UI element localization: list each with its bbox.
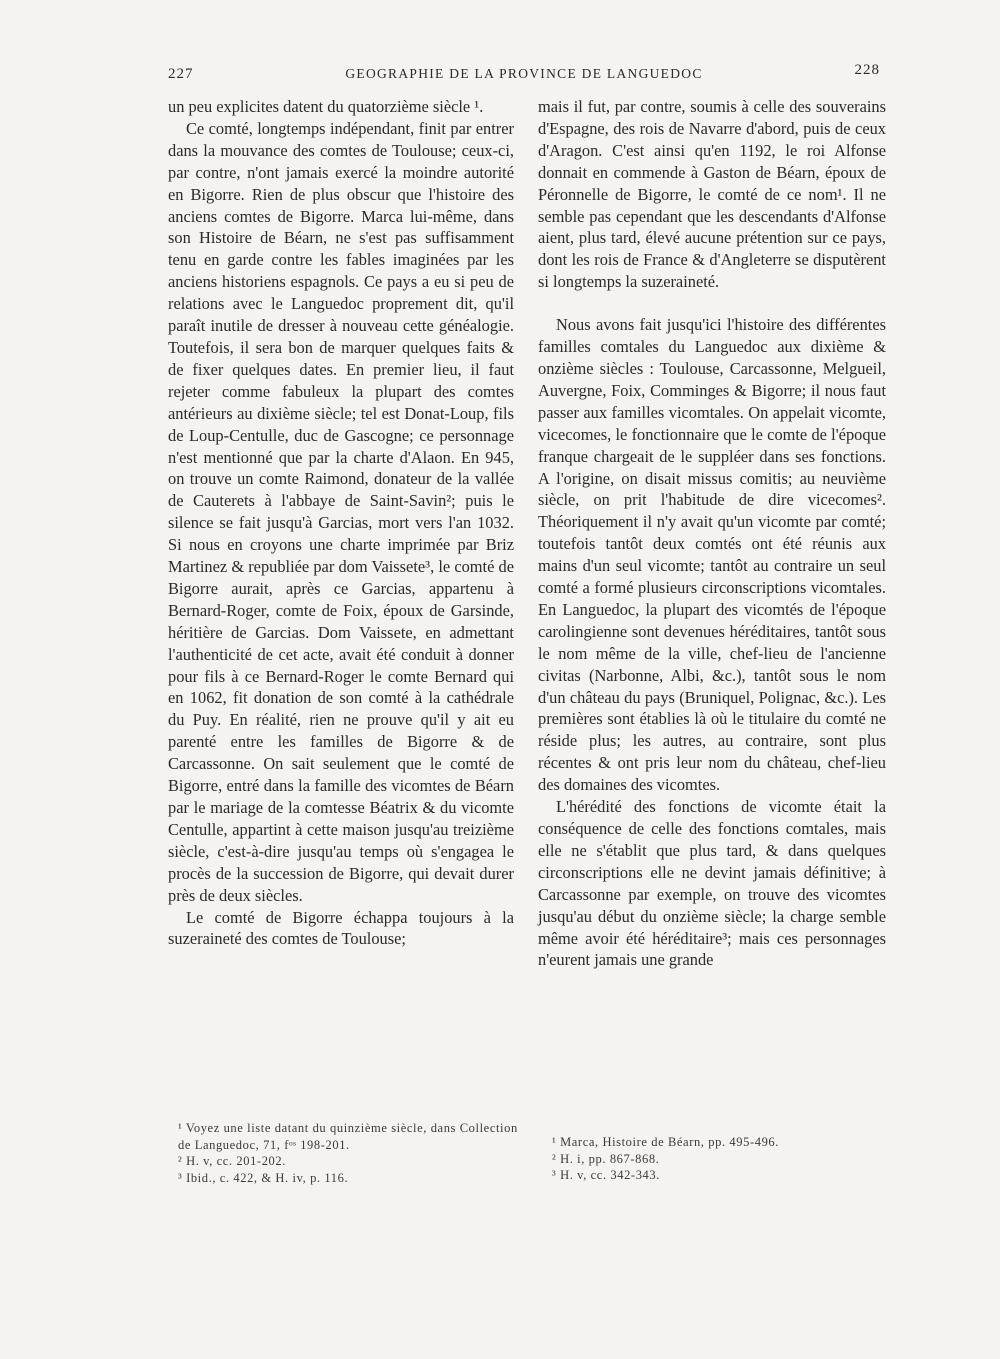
footnote: ¹ Voyez une liste datant du quinzième siècle, dans Collection de Languedoc, 71, fᵒˢ 198-201. <box>178 1121 518 1152</box>
footnote: ³ Ibid., c. 422, & H. iv, p. 116. <box>178 1170 349 1185</box>
running-header <box>168 62 880 86</box>
page-number-left: 227 <box>168 66 194 82</box>
footnote: ³ H. v, cc. 342-343. <box>552 1168 660 1182</box>
paragraph: un peu explicites datent du quatorzième siècle ¹. <box>168 97 484 116</box>
footnotes-right <box>552 1134 882 1184</box>
footnote: ² H. i, pp. 867-868. <box>552 1151 660 1166</box>
footnote: ² H. v, cc. 201-202. <box>178 1154 286 1168</box>
paragraph: Ce comté, longtemps indépendant, finit par entrer dans la mouvance des comtes de Toulouse; ceux-ci, par contre, n'ont jamais exercé la moindre autorité en Bigorre. Rien de plus obscur que l'histoire des anciens comtes de Bigorre. Marca lui-même, dans son Histoire de Béarn, ne s'est pas suffisamment tenu en garde contre les fables imaginées par les anciens historiens espagnols. Ce pays a eu si peu de relations avec le Languedoc proprement dit, qu'il paraît inutile de dresser à nouveau cette généalogie. Toutefois, il sera bon de marquer quelques faits & de fixer quelques dates. En premier lieu, il faut rejeter comme fabuleux la plupart des comtes antérieurs au dixième siècle; tel est Donat-Loup, fils de Loup-Centulle, duc de Gascogne; ce personnage n'est mentionné que par la charte d'Alaon. En 945, on trouve un comte Raimond, donateur de la vallée de Cauterets à l'abbaye de Saint-Savin²; puis le silence se fait jusqu'à Garcias, mort vers l'an 1032. Si nous en croyons une charte imprimée par Briz Martinez & republiée par dom Vaissete³, le comté de Bigorre aurait, après ce Garcias, appartenu à Bernard-Roger, comte de Foix, époux de Garsinde, héritière de Garcias. Dom Vaissete, en admettant l'authenticité de cet acte, avait été conduit à donner pour fils à ce Bernard-Roger le comte Bernard qui en 1062, fit donation de son comté à la cathédrale du Puy. En réalité, rien ne prouve qu'il y ait eu parenté entre les familles de Bigorre & de Carcassonne. On sait seulement que le comté de Bigorre, entré dans la famille des vicomtes de Béarn par le mariage de la comtesse Béatrix & du vicomte Centulle, appartint à cette maison jusqu'au treizième siècle, c'est-à-dire jusqu'au temps où s'engagea le procès de la succession de Bigorre, qui devait durer près de deux siècles. <box>168 118 514 905</box>
paragraph: L'hérédité des fonctions de vicomte était la conséquence de celle des fonctions comtales, mais elle ne s'établit que plus tard, & dans quelques circonscriptions elle ne devint jamais définitive; à Carcassonne par exemple, on trouve des vicomtes jusqu'au début du onzième siècle; la charge semble même avoir été héréditaire³; mais ces personnages n'eurent jamais une grande <box>538 797 886 970</box>
running-title: GEOGRAPHIE DE LA PROVINCE DE LANGUEDOC <box>345 66 703 81</box>
paragraph: Nous avons fait jusqu'ici l'histoire des différentes familles comtales du Languedoc aux dixième & onzième siècles : Toulouse, Carcassonne, Melgueil, Auvergne, Foix, Comminges & Bigorre; il nous faut passer aux familles vicomtales. On appelait vicomte, vicecomes, le fonctionnaire que le comte de l'époque franque chargeait de le suppléer dans ses fonctions. A l'origine, on disait missus comitis; au neuvième siècle, on prit l'habitude de dire vicecomes². Théoriquement il n'y avait qu'un vicomte par comté; toutefois tantôt deux comtés ont été réunis aux mains d'un seul vicomte; tantôt au contraire un seul comté a formé plusieurs circonscriptions vicomtales. En Languedoc, la plupart des vicomtés de l'époque carolingienne sont devenues héréditaires, tantôt sous le nom même de la ville, chef-lieu de l'ancienne civitas (Narbonne, Albi, &c.), tantôt sous le nom d'un château du pays (Bruniquel, Polignac, &c.). Les premières sont établies là où le titulaire du comté ne réside plus; les autres, au contraire, sont plus récentes & ont pris leur nom du château, chef-lieu des domaines des vicomtes. <box>538 315 886 795</box>
footnote: ¹ Marca, Histoire de Béarn, pp. 495-496. <box>552 1135 779 1149</box>
right-column <box>538 96 886 971</box>
page-number-right: 228 <box>854 62 880 78</box>
paragraph: mais il fut, par contre, soumis à celle des souverains d'Espagne, des rois de Navarre d'abord, puis de ceux d'Aragon. C'est ainsi qu'en 1192, le roi Alfonse donnait en commende à Gaston de Béarn, époux de Péronnelle de Bigorre, le comté de ce nom¹. Il ne semble pas cependant que les descendants d'Alfonse aient, plus tard, élevé aucune prétention sur ce pays, dont les rois de France & d'Angleterre se disputèrent si longtemps la suzeraineté. <box>538 97 886 292</box>
paragraph: Le comté de Bigorre échappa toujours à la suzeraineté des comtes de Toulouse; <box>168 907 514 949</box>
left-column <box>168 96 514 950</box>
footnotes-left <box>178 1120 518 1186</box>
